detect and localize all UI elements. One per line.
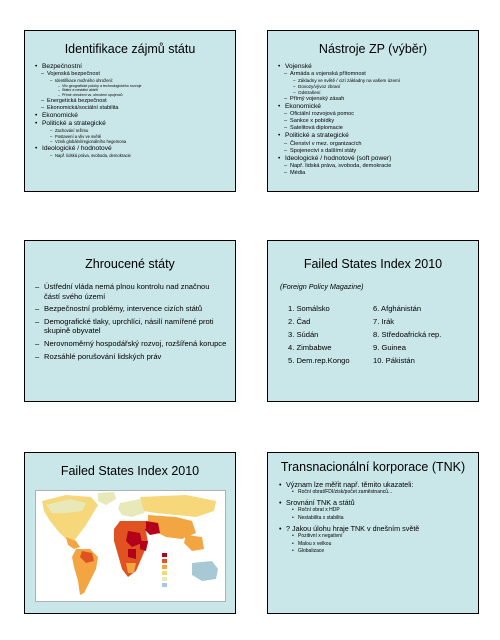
list-item-level-3: – Odstrašení [278,90,472,96]
slide-subtitle: (Foreign Policy Magazine) [280,282,364,291]
slide-identifikace-zajmu [24,30,236,192]
legend-swatch [162,559,167,563]
list-item-level-1: • Bezpečnostní [35,63,229,71]
list-item-level-2: • Pozitivní x negativní [279,533,472,540]
slide-fsi-ranking [267,240,479,402]
rank-right: 6. Afghánistán [373,304,422,313]
list-item-level-3: – Zachování režimu [35,128,229,134]
list-item-level-2: – Sankce x pobídky [278,118,472,125]
legend-swatch [162,583,167,587]
list-item-level-2: • Nestabilita x stabilita [279,515,472,522]
slide-title: Failed States Index 2010 [60,464,200,478]
rank-right: 7. Irák [373,317,395,326]
list-item-level-1: • Ideologické / hodnotové (soft power) [278,155,472,163]
list-item: – Ústřední vláda nemá plnou kontrolu nad značnou částí svého území [35,282,227,301]
ranking-row [288,343,478,352]
list-item-level-3: – Např. lidská práva, svoboda, demokracie [35,153,229,159]
rank-left: 2. Čad [288,317,311,326]
world-map-graphic [36,491,225,601]
list-item-level-2: – Např. lidská práva, svoboda, demokracie [278,163,472,170]
list-item-level-2: – Ekonomická/sociální stabilita [35,105,229,112]
slide-title: Identifikace zájmů státu [64,42,196,56]
slide-tnk [267,452,479,614]
legend-swatch [162,571,167,575]
rank-right: 10. Pákistán [373,356,415,365]
slide-title: Transnacionální korporace (TNK) [280,460,466,474]
slide-zhroucene-staty [24,240,236,402]
bullet-list [268,480,478,555]
rank-left: 1. Somálsko [288,304,330,313]
region-southeast-asia [184,535,204,551]
list-item-level-2: – Média [278,170,472,177]
list-item-level-2: – Členství v mez. organizacích [278,141,472,148]
slide-nastroje-zp [267,30,479,192]
list-item-level-4: – Vliv geografické polohy a technologického rozvoje [35,84,229,89]
list-item-level-1: • Ekonomické [278,103,472,111]
region-russia [140,495,216,517]
rank-right: 8. Středoafrická rep. [373,330,442,339]
slide-fsi-map [24,452,236,614]
ranking-grid [268,304,478,365]
list-item-level-4: – Přímé ohrožení vs. ohrožení spojenců [35,93,229,98]
rank-left: 3. Súdán [288,330,319,339]
list-item-level-3: – Vznik globální/regionálního hegemona [35,139,229,145]
list-item-level-3: – Postavení a vliv ve světě [35,134,229,140]
legend-swatch [162,577,167,581]
list-item: – Demografické tlaky, uprchlíci, násilí namířené proti skupině obyvatel [35,317,227,336]
slide-title: Nástroje ZP (výběr) [318,42,428,56]
list-item-level-1: • Ideologické / hodnotové [35,145,229,153]
list-item-level-2: – Vojenská bezpečnost [35,71,229,78]
bullet-list [25,63,235,159]
ranking-row [288,304,478,313]
ranking-row [288,330,478,339]
list-item-level-1: • Politické a strategické [35,120,229,128]
list-item-level-1: • Srovnání TNK a států [279,498,472,507]
list-item-level-3: – Základny ve světě / cizí základny na vašem území [278,78,472,84]
dash-list [25,282,235,361]
list-item-level-2: – Armáda a vojenská přítomnost [278,71,472,78]
list-item: – Nerovnoměrný hospodářský rozvoj, rozšířená korupce [35,339,227,349]
map-legend [162,553,167,587]
list-item-level-2: – Satelitová diplomacie [278,125,472,132]
list-item-level-2: – Oficiální rozvojová pomoc [278,111,472,118]
list-item-level-2: – Energetická bezpečnost [35,98,229,105]
legend-swatch [162,553,167,557]
list-item-level-2: – Spojenectví s dalšími státy [278,148,472,155]
legend-swatch [162,565,167,569]
list-item-level-2: – Přímý vojenský zásah [278,96,472,103]
list-item-level-1: • Ekonomické [35,112,229,120]
list-item-level-3: – Identifikace možného ohrožení: [35,78,229,84]
slide-title: Zhroucené státy [85,257,175,271]
bullet-list [268,63,478,177]
list-item: – Rozsáhlé porušování lidských práv [35,352,227,362]
list-item-level-2: • Malou x velkou [279,541,472,548]
list-item-level-3: – Dovozy/vývoz zbraní [278,84,472,90]
slide-title: Failed States Index 2010 [303,257,443,271]
rank-left: 4. Zimbabwe [288,343,332,352]
ranking-row [288,356,478,365]
list-item-level-1: • Politické a strategické [278,132,472,140]
list-item-level-1: • ? Jakou úlohu hraje TNK v dnešním světě [279,524,472,533]
list-item-level-2: • Roční obrat x HDP [279,507,472,514]
list-item-level-1: • Vojenské [278,63,472,71]
region-australia [192,561,218,581]
list-item-level-4: – Státní a nestátní aktéři [35,88,229,93]
region-afghanistan-pakistan [144,521,160,535]
rank-right: 9. Guinea [373,343,406,352]
rank-left: 5. Dem.rep.Kongo [288,356,350,365]
world-map [35,490,226,602]
list-item: – Bezpečnostní problémy, intervence cizích států [35,304,227,314]
list-item-level-1: • Význam lze měřit např. těmito ukazateli: [279,480,472,489]
region-greenland [98,492,116,505]
list-item-level-2: • Globalizace [279,548,472,555]
list-item-level-2: • Roční obrat/FDI/zisk/počet zaměstnanců... [279,489,472,496]
ranking-row [288,317,478,326]
